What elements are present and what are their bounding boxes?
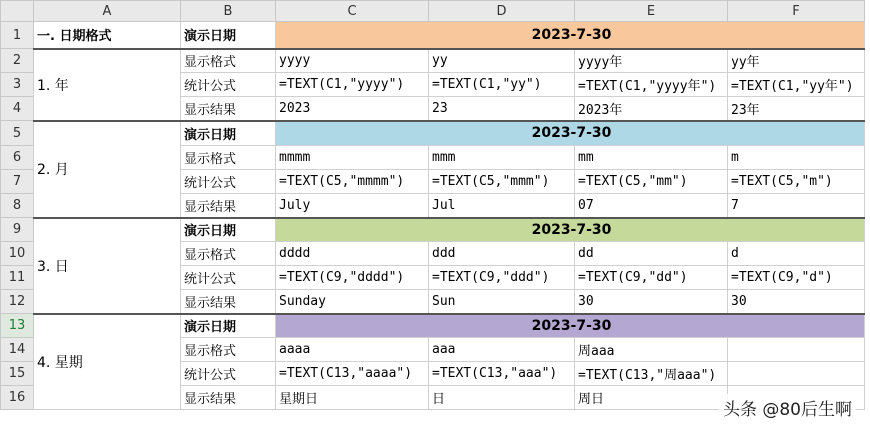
cell-b4[interactable]: 显示结果 (181, 97, 276, 121)
cell-f2[interactable]: yy年 (728, 49, 865, 73)
cell-b12[interactable]: 显示结果 (181, 290, 276, 314)
cell-d12[interactable]: Sun (429, 290, 575, 314)
row-header-14[interactable]: 14 (1, 338, 34, 362)
cell-a2-section-year[interactable]: 1. 年 (34, 49, 181, 121)
row-header-6[interactable]: 6 (1, 146, 34, 170)
cell-b16[interactable]: 显示结果 (181, 386, 276, 410)
cell-f14[interactable] (728, 338, 865, 362)
cell-d7[interactable]: =TEXT(C5,"mmm") (429, 170, 575, 194)
cell-f7[interactable]: =TEXT(C5,"m") (728, 170, 865, 194)
watermark-label: 头条 @80后生啊 (719, 394, 856, 421)
column-header-b[interactable]: B (181, 1, 276, 22)
cell-d6[interactable]: mmm (429, 146, 575, 170)
cell-f3[interactable]: =TEXT(C1,"yy年") (728, 73, 865, 97)
cell-b8[interactable]: 显示结果 (181, 194, 276, 218)
cell-c14[interactable]: aaaa (276, 338, 429, 362)
cell-d3[interactable]: =TEXT(C1,"yy") (429, 73, 575, 97)
table-row (1, 314, 865, 338)
cell-c12[interactable]: Sunday (276, 290, 429, 314)
row-header-5[interactable]: 5 (1, 121, 34, 146)
cell-c11[interactable]: =TEXT(C9,"dddd") (276, 266, 429, 290)
cell-d10[interactable]: ddd (429, 242, 575, 266)
cell-e10[interactable]: dd (575, 242, 728, 266)
row-header-7[interactable]: 7 (1, 170, 34, 194)
cell-f12[interactable]: 30 (728, 290, 865, 314)
cell-d2[interactable]: yy (429, 49, 575, 73)
cell-d15[interactable]: =TEXT(C13,"aaa") (429, 362, 575, 386)
row-header-13[interactable]: 13 (1, 314, 34, 338)
cell-b3[interactable]: 统计公式 (181, 73, 276, 97)
cell-e2[interactable]: yyyy年 (575, 49, 728, 73)
table-row (1, 121, 865, 146)
cell-b13[interactable]: 演示日期 (181, 314, 276, 338)
cell-d16[interactable]: 日 (429, 386, 575, 410)
column-header-d[interactable]: D (429, 1, 575, 22)
cell-c13-merged[interactable]: 2023-7-30 (276, 314, 865, 338)
cell-f8[interactable]: 7 (728, 194, 865, 218)
cell-a5-section-month[interactable]: 2. 月 (34, 121, 181, 218)
cell-a1[interactable]: 一. 日期格式 (34, 22, 181, 49)
cell-c4[interactable]: 2023 (276, 97, 429, 121)
cell-c8[interactable]: July (276, 194, 429, 218)
cell-c15[interactable]: =TEXT(C13,"aaaa") (276, 362, 429, 386)
cell-e14[interactable]: 周aaa (575, 338, 728, 362)
cell-b15[interactable]: 统计公式 (181, 362, 276, 386)
row-header-16[interactable]: 16 (1, 386, 34, 410)
cell-e12[interactable]: 30 (575, 290, 728, 314)
column-header-a[interactable]: A (34, 1, 181, 22)
row-header-12[interactable]: 12 (1, 290, 34, 314)
cell-d11[interactable]: =TEXT(C9,"ddd") (429, 266, 575, 290)
cell-f6[interactable]: m (728, 146, 865, 170)
cell-e7[interactable]: =TEXT(C5,"mm") (575, 170, 728, 194)
table-row (1, 22, 865, 49)
cell-a13-section-week[interactable]: 4. 星期 (34, 314, 181, 410)
cell-c7[interactable]: =TEXT(C5,"mmmm") (276, 170, 429, 194)
cell-f11[interactable]: =TEXT(C9,"d") (728, 266, 865, 290)
cell-b1[interactable]: 演示日期 (181, 22, 276, 49)
row-header-10[interactable]: 10 (1, 242, 34, 266)
cell-f15[interactable] (728, 362, 865, 386)
row-header-8[interactable]: 8 (1, 194, 34, 218)
cell-e8[interactable]: 07 (575, 194, 728, 218)
cell-c16[interactable]: 星期日 (276, 386, 429, 410)
table-row (1, 218, 865, 242)
cell-d4[interactable]: 23 (429, 97, 575, 121)
cell-e4[interactable]: 2023年 (575, 97, 728, 121)
cell-c5-merged[interactable]: 2023-7-30 (276, 121, 865, 146)
cell-c6[interactable]: mmmm (276, 146, 429, 170)
cell-f4[interactable]: 23年 (728, 97, 865, 121)
row-header-3[interactable]: 3 (1, 73, 34, 97)
cell-c2[interactable]: yyyy (276, 49, 429, 73)
column-header-row (1, 1, 865, 22)
cell-c1-merged[interactable]: 2023-7-30 (276, 22, 865, 49)
column-header-f[interactable]: F (728, 1, 865, 22)
cell-e6[interactable]: mm (575, 146, 728, 170)
row-header-9[interactable]: 9 (1, 218, 34, 242)
cell-b10[interactable]: 显示格式 (181, 242, 276, 266)
cell-d14[interactable]: aaa (429, 338, 575, 362)
cell-b2[interactable]: 显示格式 (181, 49, 276, 73)
row-header-1[interactable]: 1 (1, 22, 34, 49)
select-all-corner[interactable] (1, 1, 34, 22)
row-header-4[interactable]: 4 (1, 97, 34, 121)
column-header-c[interactable]: C (276, 1, 429, 22)
cell-c10[interactable]: dddd (276, 242, 429, 266)
cell-b11[interactable]: 统计公式 (181, 266, 276, 290)
cell-b9[interactable]: 演示日期 (181, 218, 276, 242)
table-row (1, 49, 865, 73)
cell-b7[interactable]: 统计公式 (181, 170, 276, 194)
cell-e3[interactable]: =TEXT(C1,"yyyy年") (575, 73, 728, 97)
column-header-e[interactable]: E (575, 1, 728, 22)
cell-b6[interactable]: 显示格式 (181, 146, 276, 170)
cell-c9-merged[interactable]: 2023-7-30 (276, 218, 865, 242)
row-header-2[interactable]: 2 (1, 49, 34, 73)
row-header-11[interactable]: 11 (1, 266, 34, 290)
cell-e16[interactable]: 周日 (575, 386, 728, 410)
cell-f10[interactable]: d (728, 242, 865, 266)
cell-e15[interactable]: =TEXT(C13,"周aaa") (575, 362, 728, 386)
cell-d8[interactable]: Jul (429, 194, 575, 218)
cell-e11[interactable]: =TEXT(C9,"dd") (575, 266, 728, 290)
row-header-15[interactable]: 15 (1, 362, 34, 386)
cell-b14[interactable]: 显示格式 (181, 338, 276, 362)
cell-c3[interactable]: =TEXT(C1,"yyyy") (276, 73, 429, 97)
cell-a9-section-day[interactable]: 3. 日 (34, 218, 181, 314)
cell-b5[interactable]: 演示日期 (181, 121, 276, 146)
